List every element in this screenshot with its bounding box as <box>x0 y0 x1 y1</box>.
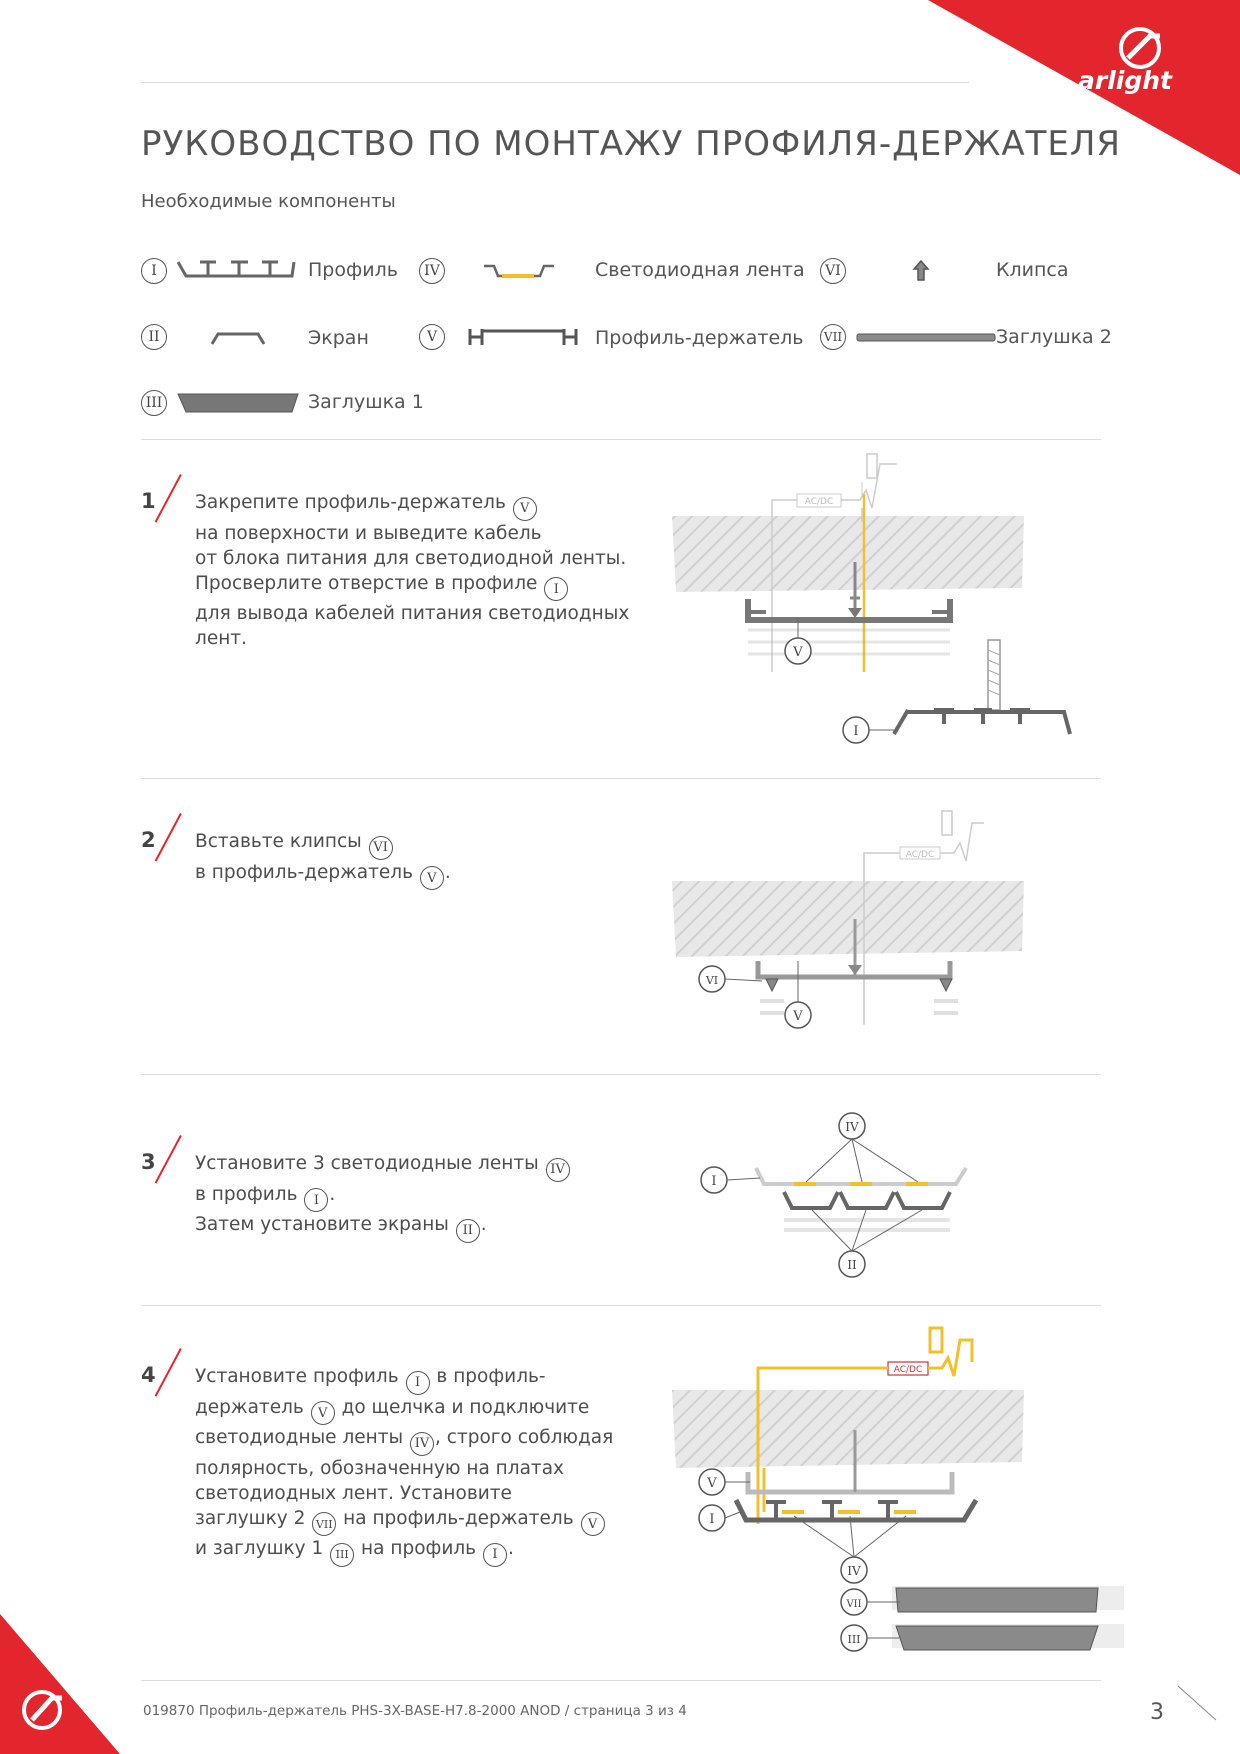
component-label-clip: Клипса <box>996 259 1069 281</box>
step-slash-divider <box>155 1348 182 1397</box>
diagram-label: V <box>793 645 803 660</box>
diagram-label: IV <box>847 1564 861 1578</box>
component-label-led-strip: Светодиодная лента <box>595 259 805 281</box>
diagram-label: VI <box>705 974 719 987</box>
page-corner-decoration <box>1176 1684 1226 1724</box>
diagram-label: I <box>711 1174 717 1189</box>
roman-badge: I <box>141 258 167 284</box>
end-cap-1-icon <box>176 392 300 416</box>
footer-text: 019870 Профиль-держатель PHS-3X-BASE-H7.8-2000 ANOD / страница 3 из 4 <box>143 1703 687 1719</box>
diagram-label: V <box>707 1476 717 1491</box>
roman-badge: VII <box>820 324 846 350</box>
roman-badge: II <box>141 324 167 350</box>
step-number: 4 <box>141 1363 156 1387</box>
roman-badge: V <box>420 866 444 890</box>
roman-badge: VI <box>820 258 846 284</box>
footer-rule <box>141 1680 1101 1681</box>
diagram-label: I <box>853 724 859 739</box>
section-divider <box>141 778 1101 779</box>
roman-badge: V <box>419 324 445 350</box>
screen-icon <box>210 330 266 350</box>
page-title: РУКОВОДСТВО ПО МОНТАЖУ ПРОФИЛЯ-ДЕРЖАТЕЛЯ <box>141 124 1122 164</box>
component-label-end-cap-1: Заглушка 1 <box>308 391 424 413</box>
roman-badge: VII <box>312 1512 336 1536</box>
step-2-diagram <box>672 805 1092 1035</box>
page-number: 3 <box>1150 1700 1164 1725</box>
step-1-diagram <box>672 450 1092 739</box>
step-3-text: Установите 3 светодиодные ленты IV в профиль I . Затем установите экраны II . <box>195 1151 571 1243</box>
roman-badge: II <box>456 1219 480 1243</box>
roman-badge: IV <box>419 258 445 284</box>
diagram-label: VII <box>846 1599 862 1610</box>
component-label-screen: Экран <box>308 327 369 349</box>
roman-badge: VI <box>369 836 393 860</box>
power-supply-label: AC/DC <box>804 497 834 507</box>
roman-badge: III <box>141 390 167 416</box>
step-number: 3 <box>141 1150 156 1174</box>
roman-badge: I <box>544 577 568 601</box>
power-supply-label: AC/DC <box>905 850 935 860</box>
step-1-text: Закрепите профиль-держатель V на поверхности и выведите кабель от блока питания для светодиодной ленты. Просверлите отверстие в профиле I для вывода кабелей питания светодиодных лент. <box>195 492 630 649</box>
roman-badge: I <box>304 1188 328 1212</box>
step-4-diagram <box>672 1322 1132 1652</box>
roman-badge: IV <box>546 1158 570 1182</box>
roman-badge: V <box>581 1512 605 1536</box>
component-label-profile: Профиль <box>308 259 398 281</box>
led-strip-icon <box>482 262 556 282</box>
component-label-end-cap-2: Заглушка 2 <box>996 326 1112 348</box>
diagram-label: III <box>847 1633 861 1646</box>
step-4-text: Установите профиль I в профиль- держатель V до щелчка и подключите светодиодные ленты IV , строго соблюдая полярность, обозначенную на платах светодиодных лент. Установите заглушку 2 VII на профиль-держатель V и заглушку 1 III на профиль I . <box>195 1364 613 1567</box>
section-divider <box>141 1305 1101 1306</box>
step-3-diagram <box>694 1112 994 1302</box>
roman-badge: I <box>406 1371 430 1395</box>
step-number: 2 <box>141 828 156 852</box>
step-slash-divider <box>155 474 182 523</box>
step-number: 1 <box>141 489 156 513</box>
section-divider <box>141 1074 1101 1075</box>
clip-icon <box>911 260 931 282</box>
roman-badge: V <box>311 1401 335 1425</box>
corner-logo-bottom <box>0 1614 130 1754</box>
diagram-label: II <box>847 1258 857 1272</box>
section-divider <box>141 439 1101 440</box>
header-rule <box>141 82 969 83</box>
roman-badge: V <box>513 497 537 521</box>
step-slash-divider <box>155 1135 182 1184</box>
components-subtitle: Необходимые компоненты <box>141 191 396 212</box>
power-supply-label: AC/DC <box>893 1365 923 1375</box>
roman-badge: IV <box>410 1432 434 1456</box>
end-cap-2-icon <box>856 332 996 344</box>
diagram-label: I <box>709 1512 715 1527</box>
step-2-text: Вставьте клипсы VI в профиль-держатель V . <box>195 829 451 890</box>
profile-icon <box>176 258 296 282</box>
component-label-holder-profile: Профиль-держатель <box>595 327 804 349</box>
diagram-label: V <box>793 1009 803 1024</box>
roman-badge: III <box>330 1543 354 1567</box>
roman-badge: I <box>483 1543 507 1567</box>
diagram-label: IV <box>845 1120 859 1134</box>
holder-profile-icon <box>468 327 578 349</box>
brand-logo-text: arlight <box>1078 66 1172 95</box>
step-slash-divider <box>155 813 182 862</box>
